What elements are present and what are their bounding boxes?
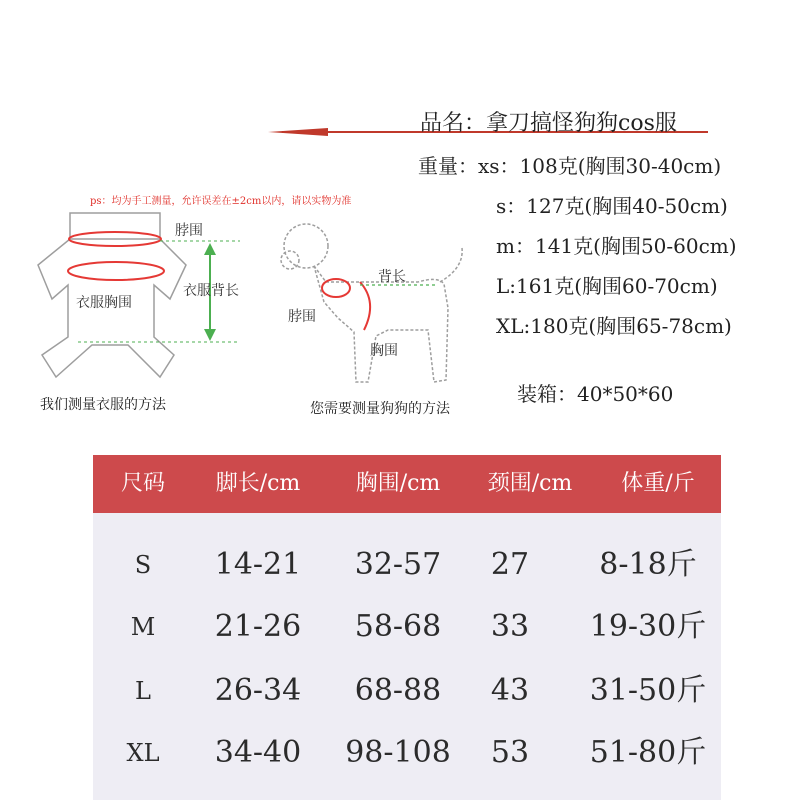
cell-size: XL <box>126 739 160 767</box>
weight-line-m: m：141克(胸围50-60cm) <box>496 234 737 258</box>
header-neck: 颈围/cm <box>487 471 573 496</box>
weight-line-xs: 重量：xs：108克(胸围30-40cm) <box>418 154 722 178</box>
cell-foot-length: 26-34 <box>214 673 302 708</box>
cell-size: S <box>134 551 152 579</box>
dog-neck-label: 脖围 <box>288 309 316 325</box>
product-name: 品名：拿刀搞怪狗狗cos服 <box>420 111 677 136</box>
clothes-caption: 我们测量衣服的方法 <box>40 397 166 413</box>
header-weight: 体重/斤 <box>621 471 695 496</box>
clothes-neck-label: 脖围 <box>175 223 203 239</box>
header-size: 尺码 <box>120 471 165 496</box>
dog-back-label: 背长 <box>378 269 406 285</box>
cell-weight: 19-30斤 <box>589 609 707 644</box>
cell-foot-length: 14-21 <box>214 547 302 582</box>
clothes-chest-label: 衣服胸围 <box>76 295 132 311</box>
cell-neck: 27 <box>490 547 530 582</box>
table-row <box>93 723 721 783</box>
cell-weight: 31-50斤 <box>589 673 707 708</box>
cell-chest: 98-108 <box>345 735 451 770</box>
weight-line-xl: XL:180克(胸围65-78cm) <box>496 314 732 338</box>
cell-foot-length: 21-26 <box>214 609 302 644</box>
clothes-length-label: 衣服背长 <box>183 283 239 299</box>
cell-size: M <box>130 613 156 641</box>
table-row <box>93 661 721 721</box>
weight-line-s: s：127克(胸围40-50cm) <box>496 194 728 218</box>
size-table <box>93 455 721 800</box>
size-table-header <box>93 455 721 513</box>
packing-size: 装箱：40*50*60 <box>517 382 674 406</box>
cell-chest: 32-57 <box>354 547 442 582</box>
cell-weight: 8-18斤 <box>599 547 697 582</box>
cell-size: L <box>135 677 151 705</box>
cell-neck: 43 <box>490 673 530 708</box>
cell-foot-length: 34-40 <box>214 735 302 770</box>
dog-outline-illustration <box>268 212 478 398</box>
cell-neck: 33 <box>490 609 530 644</box>
dog-chest-label: 胸围 <box>370 343 398 359</box>
weight-line-l: L:161克(胸围60-70cm) <box>496 274 718 298</box>
header-foot-length: 脚长/cm <box>215 471 301 496</box>
header-chest: 胸围/cm <box>355 471 441 496</box>
cell-chest: 68-88 <box>354 673 442 708</box>
cell-neck: 53 <box>490 735 530 770</box>
table-row <box>93 597 721 657</box>
table-row <box>93 535 721 595</box>
cell-chest: 58-68 <box>354 609 442 644</box>
dog-caption: 您需要测量狗狗的方法 <box>310 401 450 417</box>
measurement-note: ps：均为手工测量，允许误差在±2cm以内，请以实物为准 <box>90 196 352 207</box>
cell-weight: 51-80斤 <box>589 735 707 770</box>
